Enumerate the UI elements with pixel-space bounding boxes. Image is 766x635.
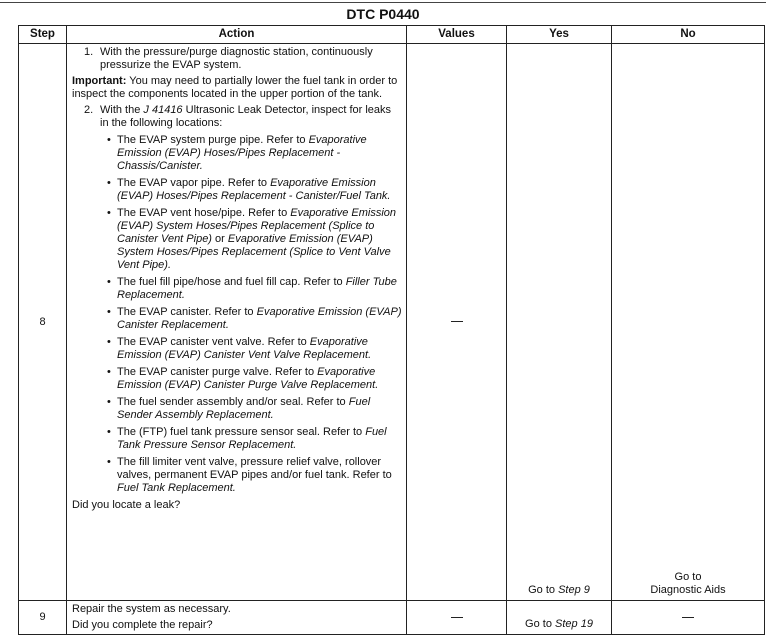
header-action: Action bbox=[67, 26, 407, 44]
page-title: DTC P0440 bbox=[346, 6, 420, 22]
bullet-text: The fuel fill pipe/hose and fuel fill cap. Refer to bbox=[117, 276, 346, 288]
location-bullet bbox=[72, 177, 402, 203]
dash-mark bbox=[451, 321, 463, 322]
bullet-text: The EVAP vent hose/pipe. Refer to bbox=[117, 207, 291, 219]
item-number: 2. bbox=[84, 104, 94, 116]
procedure-reference: Evaporative Emission (EVAP) Hoses/Pipes Replacement - Canister/Fuel Tank. bbox=[117, 177, 391, 202]
bullet-icon: • bbox=[107, 426, 111, 438]
bullet-icon: • bbox=[107, 396, 111, 408]
header-yes: Yes bbox=[507, 26, 612, 44]
location-bullet bbox=[72, 306, 402, 332]
procedure-reference: Evaporative Emission (EVAP) Canister Replacement. bbox=[117, 306, 402, 331]
yes-text: Go to bbox=[525, 618, 556, 630]
procedure-reference: Evaporative Emission (EVAP) Canister Purge Valve Replacement. bbox=[117, 366, 379, 391]
procedure-reference: Filler Tube Replacement. bbox=[117, 276, 397, 301]
important-note bbox=[72, 75, 402, 101]
action-cell bbox=[67, 44, 407, 601]
action-item-1 bbox=[72, 46, 402, 72]
procedure-reference: Evaporative Emission (EVAP) Hoses/Pipes Replacement - Chassis/Canister. bbox=[117, 134, 367, 172]
header-step: Step bbox=[19, 26, 67, 44]
no-text: Go to bbox=[674, 571, 702, 583]
bullet-icon: • bbox=[107, 207, 111, 219]
yes-cell bbox=[507, 44, 612, 601]
header-row bbox=[19, 26, 765, 44]
item-text: Ultrasonic Leak Detector, inspect for leaks in the following locations: bbox=[100, 104, 392, 129]
bullet-icon: • bbox=[107, 456, 111, 468]
diagnostic-table bbox=[18, 25, 765, 635]
header-values: Values bbox=[407, 26, 507, 44]
bullet-text: The EVAP canister. Refer to bbox=[117, 306, 257, 318]
bullet-text: The fuel sender assembly and/or seal. Refer to bbox=[117, 396, 349, 408]
step-number: 8 bbox=[19, 44, 67, 601]
item-text: With the bbox=[100, 104, 144, 116]
table-row-step-8 bbox=[19, 44, 765, 601]
table-row-step-9 bbox=[19, 601, 765, 635]
top-rule bbox=[0, 2, 766, 3]
bullet-icon: • bbox=[107, 134, 111, 146]
location-bullet bbox=[72, 396, 402, 422]
location-bullet bbox=[72, 207, 402, 272]
yes-text: Go to bbox=[528, 584, 559, 596]
bullet-text: The (FTP) fuel tank pressure sensor seal. Refer to bbox=[117, 426, 366, 438]
location-bullet bbox=[72, 366, 402, 392]
step-link[interactable]: Step 9 bbox=[558, 584, 590, 596]
bullet-icon: • bbox=[107, 336, 111, 348]
bullet-icon: • bbox=[107, 366, 111, 378]
values-cell bbox=[407, 44, 507, 601]
procedure-reference: Fuel Sender Assembly Replacement. bbox=[117, 396, 371, 421]
step-link[interactable]: Step 19 bbox=[555, 618, 593, 630]
decision-question: Did you locate a leak? bbox=[72, 499, 181, 511]
header-no: No bbox=[612, 26, 765, 44]
bullet-icon: • bbox=[107, 276, 111, 288]
bullet-icon: • bbox=[107, 306, 111, 318]
diagnostic-aids-link[interactable]: Diagnostic Aids bbox=[650, 584, 726, 596]
dash-mark bbox=[451, 617, 463, 618]
no-cell bbox=[612, 44, 765, 601]
decision-question: Did you complete the repair? bbox=[72, 619, 213, 631]
important-label: Important: bbox=[72, 75, 127, 87]
bullet-text: The EVAP vapor pipe. Refer to bbox=[117, 177, 271, 189]
values-cell bbox=[407, 601, 507, 635]
location-bullet bbox=[72, 426, 402, 452]
no-cell bbox=[612, 601, 765, 635]
procedure-reference: Evaporative Emission (EVAP) System Hoses/Pipes Replacement (Splice to Vent Valve Vent Pipe). bbox=[117, 233, 391, 271]
location-bullet bbox=[72, 336, 402, 362]
bullet-text: The EVAP system purge pipe. Refer to bbox=[117, 134, 309, 146]
procedure-reference: Fuel Tank Pressure Sensor Replacement. bbox=[117, 426, 387, 451]
item-number: 1. bbox=[84, 46, 94, 58]
step-number: 9 bbox=[19, 601, 67, 635]
location-bullet bbox=[72, 456, 402, 495]
bullet-text: or bbox=[211, 233, 228, 245]
bullet-text: The EVAP canister purge valve. Refer to bbox=[117, 366, 318, 378]
action-item-2 bbox=[72, 104, 402, 130]
procedure-reference: Evaporative Emission (EVAP) Canister Vent Valve Replacement. bbox=[117, 336, 372, 361]
action-text: Repair the system as necessary. bbox=[72, 603, 231, 615]
bullet-text: The EVAP canister vent valve. Refer to bbox=[117, 336, 310, 348]
bullet-text: The fill limiter vent valve, pressure relief valve, rollover valves, permanent EVAP pipes and/or fuel tank. Refer to bbox=[117, 456, 392, 481]
dash-mark bbox=[682, 617, 694, 618]
bullet-icon: • bbox=[107, 177, 111, 189]
item-text: With the pressure/purge diagnostic station, continuously pressurize the EVAP system. bbox=[100, 46, 373, 71]
tool-reference: J 41416 bbox=[143, 104, 183, 116]
procedure-reference: Fuel Tank Replacement. bbox=[117, 482, 236, 494]
procedure-reference: Evaporative Emission (EVAP) System Hoses/Pipes Replacement (Splice to Canister Vent Pipe) bbox=[117, 207, 397, 245]
location-bullet bbox=[72, 276, 402, 302]
important-text: You may need to partially lower the fuel tank in order to inspect the components located in the upper portion of the tank. bbox=[72, 75, 398, 100]
yes-cell bbox=[507, 601, 612, 635]
action-cell bbox=[67, 601, 407, 635]
location-bullet bbox=[72, 134, 402, 173]
